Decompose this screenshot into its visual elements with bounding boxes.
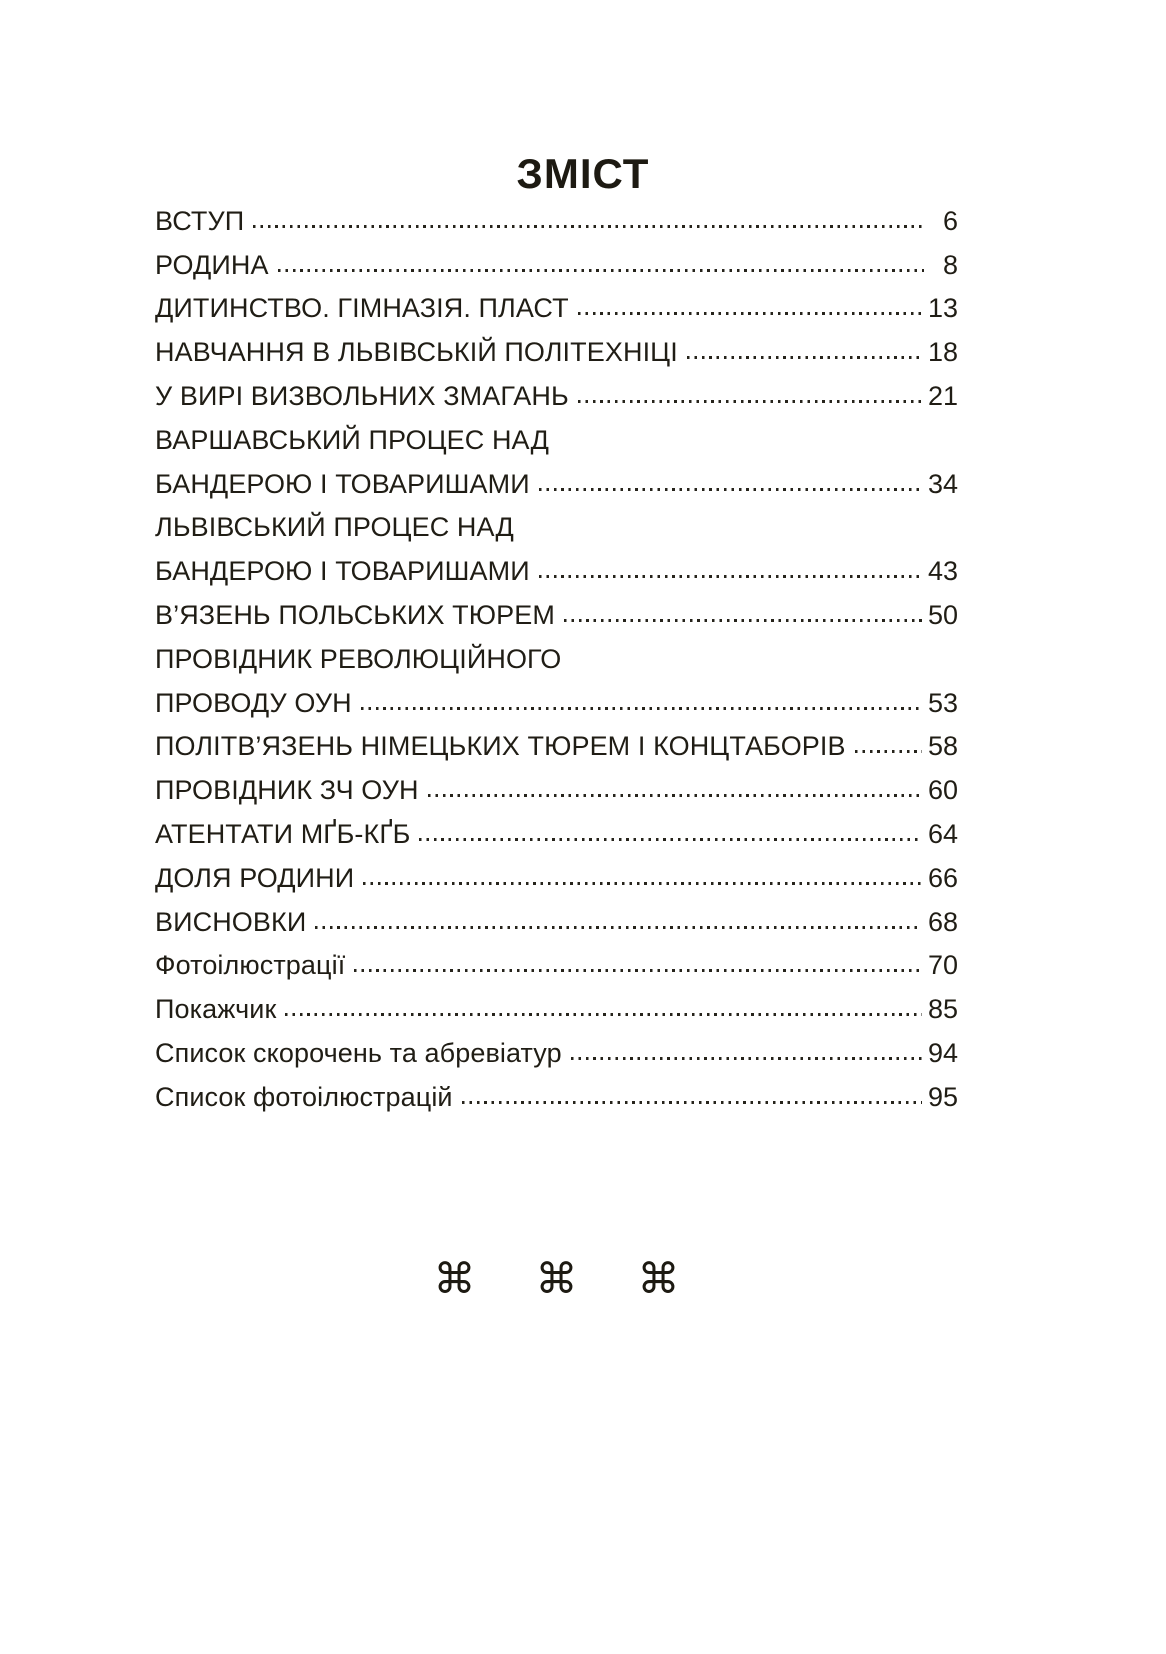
toc-entry-label: ДИТИНСТВО. ГІМНАЗІЯ. ПЛАСТ — [155, 293, 569, 324]
dot-leader — [253, 225, 924, 228]
toc-entry-label: У ВИРІ ВИЗВОЛЬНИХ ЗМАГАНЬ — [155, 380, 569, 411]
toc-entry — [155, 938, 958, 982]
toc-entry-page: 18 — [927, 337, 958, 368]
toc-entry-continuation — [155, 500, 958, 544]
toc-entry-label: ПОЛІТВ’ЯЗЕНЬ НІМЕЦЬКИХ ТЮРЕМ І КОНЦТАБОРІВ — [155, 731, 846, 762]
toc-entry — [155, 675, 958, 719]
toc-entry-page: 60 — [927, 775, 958, 806]
dot-leader — [363, 882, 922, 885]
dot-leader — [687, 356, 922, 359]
toc-entry-label: ПРОВІДНИК РЕВОЛЮЦІЙНОГО — [155, 643, 562, 674]
dot-leader — [578, 312, 922, 315]
toc-entry-page: 68 — [927, 906, 958, 937]
toc-entry-label: Покажчик — [155, 994, 277, 1025]
toc-entry-page: 53 — [927, 687, 958, 718]
ornament-icon: ⌘ — [637, 1254, 680, 1303]
toc-entry-page: 85 — [927, 994, 958, 1025]
dot-leader — [285, 1013, 922, 1016]
toc-entry-page: 95 — [927, 1081, 958, 1112]
dot-leader — [428, 794, 922, 797]
toc-entry-label: Фотоілюстрації — [155, 950, 346, 981]
toc-entry-label: БАНДЕРОЮ І ТОВАРИШАМИ — [155, 468, 530, 499]
dot-leader — [578, 400, 922, 403]
toc-entry — [155, 193, 958, 237]
toc-entry — [155, 719, 958, 763]
toc-entry-label: ВИСНОВКИ — [155, 906, 307, 937]
toc-entry-label: ЛЬВІВСЬКИЙ ПРОЦЕС НАД — [155, 512, 514, 543]
toc-entry-label: БАНДЕРОЮ І ТОВАРИШАМИ — [155, 556, 530, 587]
toc-entry-page: 50 — [927, 599, 958, 630]
toc-entry — [155, 324, 958, 368]
toc-entry-label: ВСТУП — [155, 205, 245, 236]
toc-entry — [155, 368, 958, 412]
toc-entry-label: НАВЧАННЯ В ЛЬВІВСЬКІЙ ПОЛІТЕХНІЦІ — [155, 337, 678, 368]
page-title: ЗМІСТ — [516, 150, 650, 198]
toc-entry-page: 66 — [927, 862, 958, 893]
toc-entry — [155, 850, 958, 894]
dot-leader — [539, 575, 922, 578]
toc-entry — [155, 587, 958, 631]
dot-leader — [539, 488, 922, 491]
toc-entry-page: 43 — [927, 556, 958, 587]
ornament-row — [155, 1254, 958, 1303]
dot-leader — [855, 750, 922, 753]
toc-entry — [155, 762, 958, 806]
toc-entry-label: ДОЛЯ РОДИНИ — [155, 862, 355, 893]
ornament-icon: ⌘ — [433, 1254, 476, 1303]
toc-entry — [155, 456, 958, 500]
toc-entry-page: 34 — [927, 468, 958, 499]
toc-entry-page: 21 — [927, 380, 958, 411]
dot-leader — [462, 1101, 922, 1104]
dot-leader — [278, 269, 924, 272]
toc-entry-label: РОДИНА — [155, 249, 269, 280]
dot-leader — [564, 619, 922, 622]
dot-leader — [354, 969, 922, 972]
toc-entry — [155, 543, 958, 587]
dot-leader — [315, 926, 922, 929]
toc-entry-page: 13 — [927, 293, 958, 324]
toc-entry-label: ПРОВОДУ ОУН — [155, 687, 352, 718]
toc-entry — [155, 1025, 958, 1069]
toc-entry-page: 58 — [927, 731, 958, 762]
toc-entry-page: 6 — [942, 205, 958, 236]
toc-entry — [155, 237, 958, 281]
dot-leader — [361, 707, 922, 710]
toc-entry-page: 94 — [927, 1037, 958, 1068]
toc-entry-label: Список фотоілюстрацій — [155, 1081, 453, 1112]
dot-leader — [571, 1057, 922, 1060]
toc-entry-label: ПРОВІДНИК ЗЧ ОУН — [155, 775, 419, 806]
toc-entry — [155, 806, 958, 850]
toc-entry — [155, 981, 958, 1025]
toc-entry-continuation — [155, 412, 958, 456]
toc-entry-page: 8 — [942, 249, 958, 280]
dot-leader — [419, 838, 922, 841]
toc-entry-label: Список скорочень та абревіатур — [155, 1037, 562, 1068]
toc-entry-page: 64 — [927, 818, 958, 849]
toc-entry-label: В’ЯЗЕНЬ ПОЛЬСЬКИХ ТЮРЕМ — [155, 599, 555, 630]
toc-entry — [155, 281, 958, 325]
table-of-contents — [155, 193, 958, 1113]
toc-entry-continuation — [155, 631, 958, 675]
toc-entry — [155, 1069, 958, 1113]
toc-entry-label: ВАРШАВСЬКИЙ ПРОЦЕС НАД — [155, 424, 549, 455]
toc-entry-label: АТЕНТАТИ МҐБ-КҐБ — [155, 818, 411, 849]
toc-entry — [155, 894, 958, 938]
toc-entry-page: 70 — [927, 950, 958, 981]
ornament-icon: ⌘ — [535, 1254, 578, 1303]
